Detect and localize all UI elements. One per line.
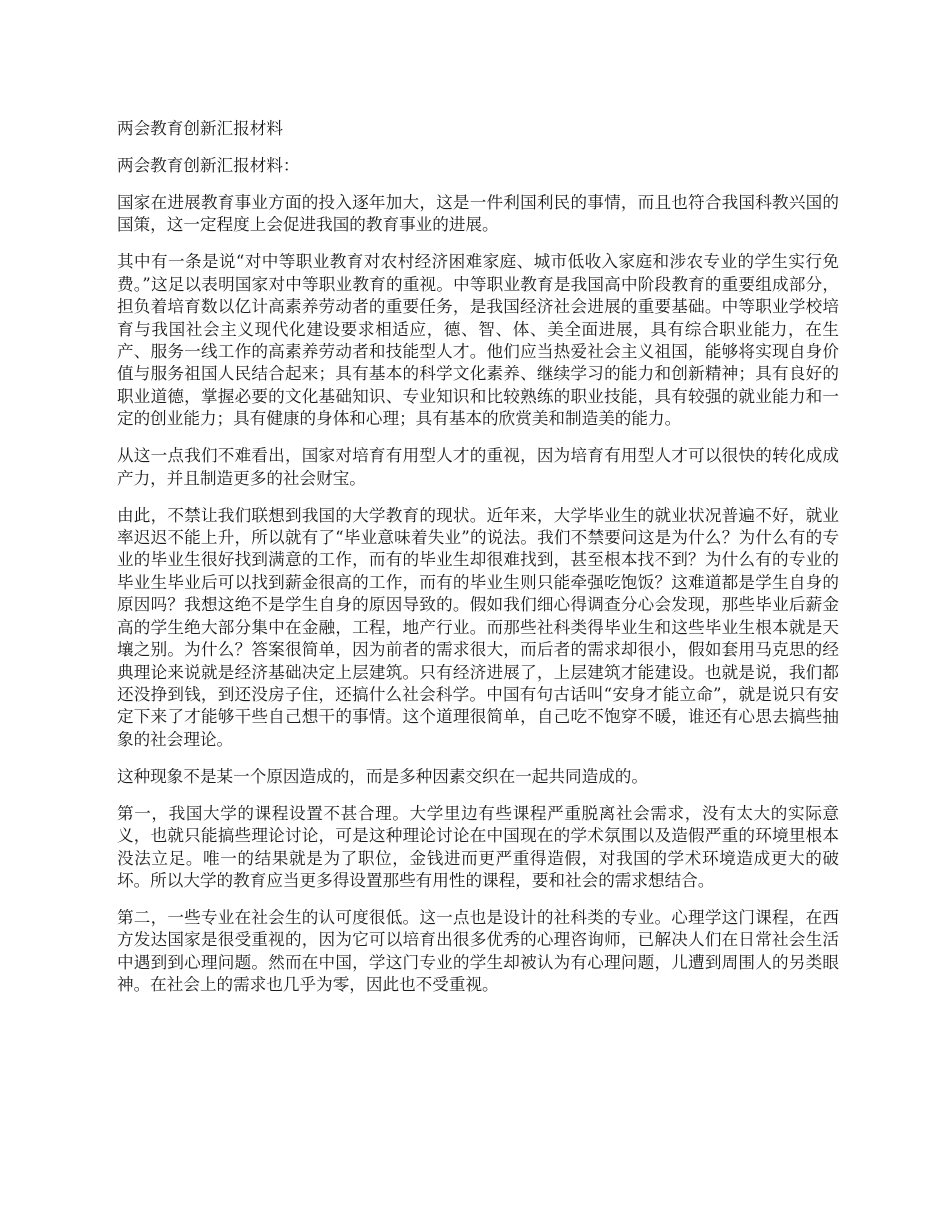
document-title: 两会教育创新汇报材料 — [117, 119, 283, 138]
paragraph: 国家在进展教育事业方面的投入逐年加大，这是一件利国利民的事情，而且也符合我国科教兴国的国策，这一定程度上会促进我国的教育事业的进展。 — [117, 193, 839, 235]
document-page — [117, 118, 839, 1011]
paragraph: 第一，我国大学的课程设置不甚合理。大学里边有些课程严重脱离社会需求，没有太大的实际意义，也就只能搞些理论讨论，可是这种理论讨论在中国现在的学术氛围以及造假严重的环境里根本没法立足。唯一的结果就是为了职位，金钱进而更严重得造假，对我国的学术环境造成更大的破坏。所以大学的教育应当更多得设置那些有用性的课程，要和社会的需求想结合。 — [117, 803, 839, 890]
paragraph: 从这一点我们不难看出，国家对培育有用型人才的重视，因为培育有用型人才可以很快的转化成成产力，并且制造更多的社会财宝。 — [117, 446, 839, 488]
document-subtitle: 两会教育创新汇报材料： — [117, 156, 300, 175]
paragraph: 这种现象不是某一个原因造成的，而是多种因素交织在一起共同造成的。 — [117, 766, 648, 786]
paragraph: 由此，不禁让我们联想到我国的大学教育的现状。近年来，大学毕业生的就业状况普遍不好，就业率迟迟不能上升，所以就有了“毕业意味着失业”的说法。我们不禁要问这是为什么？为什么有的专业的毕业生很好找到满意的工作，而有的毕业生却很难找到，甚至根本找不到？为什么有的专业的毕业生毕业后可以找到薪金很高的工作，而有的毕业生则只能牵强吃饱饭？这难道都是学生自身的原因吗？我想这绝不是学生自身的原因导致的。假如我们细心得调查分心会发现，那些毕业后薪金高的学生绝大部分集中在金融，工程，地产行业。而那些社科类得毕业生和这些毕业生根本就是天壤之别。为什么？答案很简单，因为前者的需求很大，而后者的需求却很小，假如套用马克思的经典理论来说就是经济基础决定上层建筑。只有经济进展了，上层建筑才能建设。也就是说，我们都还没挣到钱，到还没房子住，还搞什么社会科学。中国有句古话叫“安身才能立命”，就是说只有安定下来了才能够干些自己想干的事情。这个道理很简单，自己吃不饱穿不暖，谁还有心思去搞些抽象的社会理论。 — [117, 505, 839, 749]
paragraph: 其中有一条是说“对中等职业教育对农村经济困难家庭、城市低收入家庭和涉农专业的学生实行免费。”这足以表明国家对中等职业教育的重视。中等职业教育是我国高中阶段教育的重要组成部分，担负着培育数以亿计高素养劳动者的重要任务，是我国经济社会进展的重要基础。中等职业学校培育与我国社会主义现代化建设要求相适应，德、智、体、美全面进展，具有综合职业能力，在生产、服务一线工作的高素养劳动者和技能型人才。他们应当热爱社会主义祖国，能够将实现自身价值与服务祖国人民结合起来；具有基本的科学文化素养、继续学习的能力和创新精神；具有良好的职业道德，掌握必要的文化基础知识、专业知识和比较熟练的职业技能，具有较强的就业能力和一定的创业能力；具有健康的身体和心理；具有基本的欣赏美和制造美的能力。 — [117, 252, 839, 429]
paragraph: 第二，一些专业在社会生的认可度很低。这一点也是设计的社科类的专业。心理学这门课程，在西方发达国家是很受重视的，因为它可以培育出很多优秀的心理咨询师，已解决人们在日常社会生活中遇到到心理问题。然而在中国，学这门专业的学生却被认为有心理问题，儿遭到周围人的另类眼神。在社会上的需求也几乎为零，因此也不受重视。 — [117, 907, 839, 995]
